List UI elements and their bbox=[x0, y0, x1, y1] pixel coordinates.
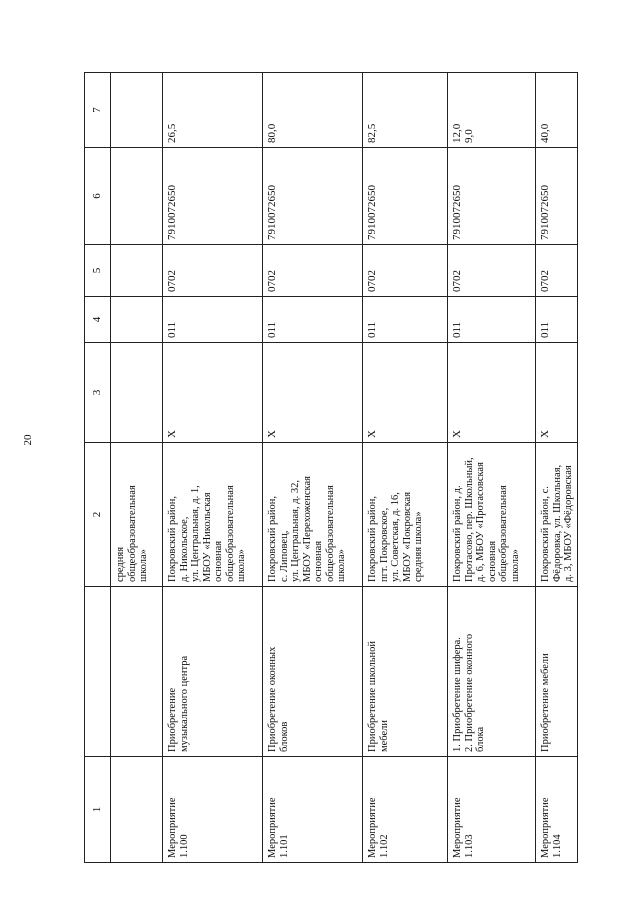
budget-table bbox=[84, 72, 578, 863]
cell-col4: 011 bbox=[363, 297, 448, 343]
column-header-7: 7 bbox=[85, 73, 111, 148]
cell-event: Мероприятие 1.103 bbox=[448, 757, 536, 863]
cell-address: Покровский район, пгт. Покровское, ул. Советская, д. 16, МБОУ «Покровская средняя школа» bbox=[363, 443, 448, 587]
cell-event: Мероприятие 1.102 bbox=[363, 757, 448, 863]
table-row bbox=[536, 73, 578, 863]
cell-col5 bbox=[111, 245, 163, 297]
cell-event: Мероприятие 1.100 bbox=[163, 757, 263, 863]
column-header-6: 6 bbox=[85, 148, 111, 245]
cell-description bbox=[111, 587, 163, 757]
cell-description: Приобретение музыкального центра bbox=[163, 587, 263, 757]
cell-amount: 40,0 bbox=[536, 73, 578, 148]
cell-amount: 26,5 bbox=[163, 73, 263, 148]
table-row bbox=[363, 73, 448, 863]
cell-description: Приобретение оконных блоков bbox=[263, 587, 363, 757]
cell-description: 1. Приобретение шифера. 2. Приобретение оконного блока bbox=[448, 587, 536, 757]
cell-amount: 12,0 9,0 bbox=[448, 73, 536, 148]
cell-col5: 0702 bbox=[448, 245, 536, 297]
cell-col4: 011 bbox=[263, 297, 363, 343]
cell-col5: 0702 bbox=[536, 245, 578, 297]
cell-col5: 0702 bbox=[263, 245, 363, 297]
cell-col5: 0702 bbox=[163, 245, 263, 297]
cell-col6: 7910072650 bbox=[263, 148, 363, 245]
cell-address: средняя общеобразовательная школа» bbox=[111, 443, 163, 587]
cell-address: Покровский район, д. Никольское, ул. Центральная, д. 1, МБОУ «Никольская основная общеобразовательная школа» bbox=[163, 443, 263, 587]
cell-col6: 7910072650 bbox=[363, 148, 448, 245]
page-number: 20 bbox=[22, 434, 34, 446]
cell-col6: 7910072650 bbox=[163, 148, 263, 245]
cell-col3 bbox=[111, 343, 163, 443]
column-number-row bbox=[85, 73, 111, 863]
cell-col3: Х bbox=[448, 343, 536, 443]
cell-amount bbox=[111, 73, 163, 148]
cell-col4: 011 bbox=[536, 297, 578, 343]
cell-col3: Х bbox=[363, 343, 448, 443]
cell-amount: 82,5 bbox=[363, 73, 448, 148]
table-row bbox=[448, 73, 536, 863]
cell-description: Приобретение школьной мебели bbox=[363, 587, 448, 757]
cell-address: Покровский район, с. Липовец, ул. Центральная, д. 32, МБОУ «Перехоженская основная общеобразовательная школа» bbox=[263, 443, 363, 587]
cell-col4: 011 bbox=[448, 297, 536, 343]
cell-address: Покровский район, с. Фёдоровка, ул. Школьная, д. 3, МБОУ «Фёдоровская bbox=[536, 443, 578, 587]
cell-address: Покровский район, д. Протасово, пер. Школьный, д. 6, МБОУ «Протасовская основная общеобразовательная школа» bbox=[448, 443, 536, 587]
column-header-2: 2 bbox=[85, 443, 111, 587]
rotated-page-content bbox=[84, 73, 574, 863]
cell-description: Приобретение мебели bbox=[536, 587, 578, 757]
column-header-1: 1 bbox=[85, 757, 111, 863]
cell-amount: 80,0 bbox=[263, 73, 363, 148]
cell-event bbox=[111, 757, 163, 863]
table-row-continuation bbox=[111, 73, 163, 863]
table-row bbox=[163, 73, 263, 863]
table-row bbox=[263, 73, 363, 863]
cell-col3: Х bbox=[263, 343, 363, 443]
cell-col4: 011 bbox=[163, 297, 263, 343]
cell-event: Мероприятие 1.101 bbox=[263, 757, 363, 863]
column-header-3: 3 bbox=[85, 343, 111, 443]
cell-col4 bbox=[111, 297, 163, 343]
cell-col3: Х bbox=[163, 343, 263, 443]
cell-col6: 7910072650 bbox=[536, 148, 578, 245]
column-header-5: 5 bbox=[85, 245, 111, 297]
cell-col6: 7910072650 bbox=[448, 148, 536, 245]
cell-col3: Х bbox=[536, 343, 578, 443]
column-header-1-sub bbox=[85, 587, 111, 757]
cell-col5: 0702 bbox=[363, 245, 448, 297]
cell-event: Мероприятие 1.104 bbox=[536, 757, 578, 863]
cell-col6 bbox=[111, 148, 163, 245]
column-header-4: 4 bbox=[85, 297, 111, 343]
